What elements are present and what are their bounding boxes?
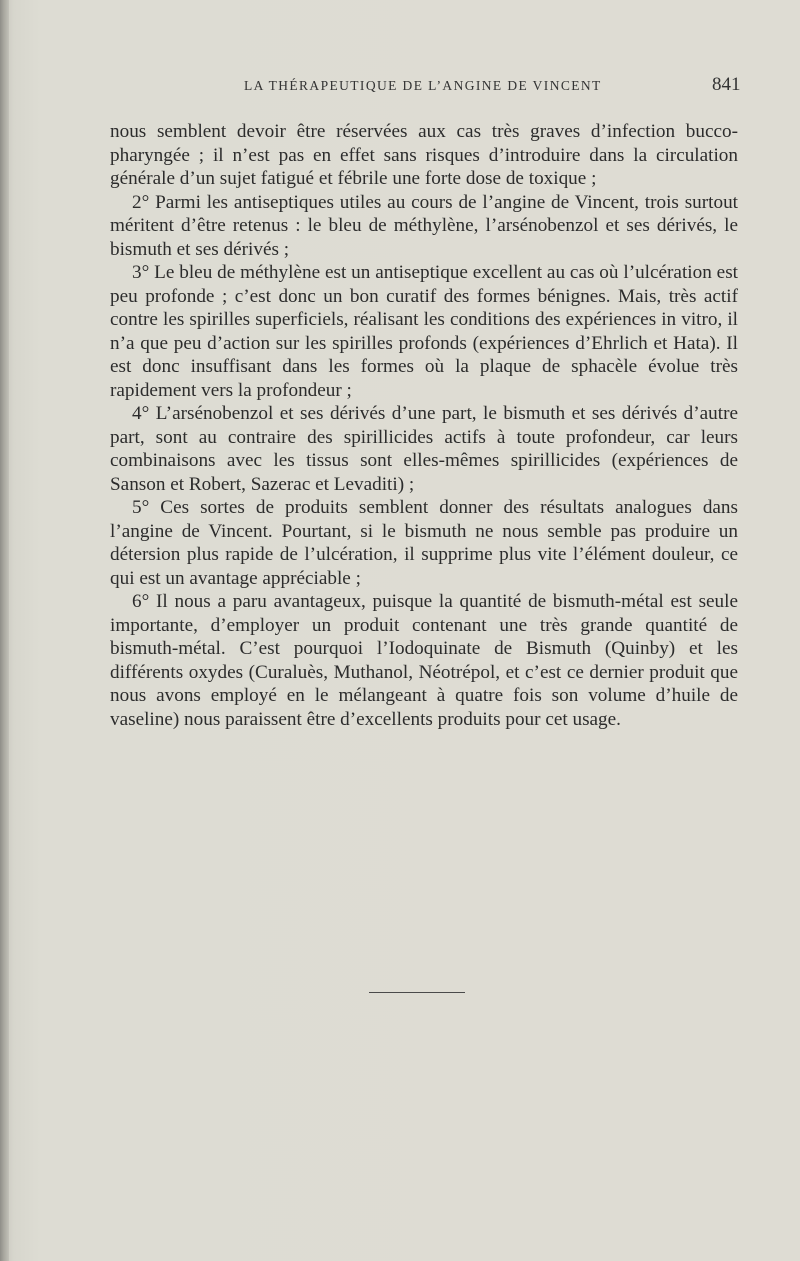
body-text: [110, 120, 738, 731]
paragraph-point-2: 2° Parmi les antiseptiques utiles au cours de l’angine de Vincent, trois surtout méritent d’être retenus : le bleu de méthylène, l’arsénobenzol et ses dérivés, le bismuth et ses dérivés ;: [110, 191, 738, 260]
running-title: LA THÉRAPEUTIQUE DE L’ANGINE DE VINCENT: [244, 78, 602, 93]
book-spine-shadow: [0, 0, 9, 1261]
section-end-rule: [369, 992, 465, 993]
paragraph-point-4: 4° L’arsénobenzol et ses dérivés d’une part, le bismuth et ses dérivés d’autre part, sont au contraire des spirillicides actifs à toute profondeur, car leurs combinaisons avec les tissus sont elles-mêmes spirillicides (expériences de Sanson et Robert, Sazerac et Levaditi) ;: [110, 403, 738, 495]
paragraph-point-5: 5° Ces sortes de produits semblent donner des résultats analogues dans l’angine de Vincent. Pourtant, si le bismuth ne nous semble pas produire un détersion plus rapide de l’ulcération, il supprime plus vite l’élément douleur, ce qui est un avantage appréciable ;: [110, 497, 738, 589]
paragraph-point-6: 6° Il nous a paru avantageux, puisque la quantité de bismuth-métal est seule importante, d’employer un produit contenant une très grande quantité de bismuth-métal. C’est pourquoi l’Iodoquinate de Bismuth (Quinby) et les différents oxydes (Curaluès, Muthanol, Néotrépol, et c’est ce dernier produit que nous avons employé en le mélangeant à quatre fois son volume d’huile de vaseline) nous paraissent être d’excellents produits pour cet usage.: [110, 591, 738, 730]
page-number: 841: [712, 74, 741, 95]
paragraph-point-3: 3° Le bleu de méthylène est un antiseptique excellent au cas où l’ulcération est peu profonde ; c’est donc un bon curatif des formes bénignes. Mais, très actif contre les spirilles superficiels, réalisant les conditions des expériences in vitro, il n’a que peu d’action sur les spirilles profonds (expériences d’Ehrlich et Hata). Il est donc insuffisant dans les formes où la plaque de sphacèle évolue très rapidement vers la profondeur ;: [110, 262, 738, 401]
paragraph-continuation: nous semblent devoir être réservées aux cas très graves d’infection bucco-pharyngée ; il n’est pas en effet sans risques d’introduire dans la circulation générale d’un sujet fatigué et fébrile une forte dose de toxique ;: [110, 121, 738, 189]
